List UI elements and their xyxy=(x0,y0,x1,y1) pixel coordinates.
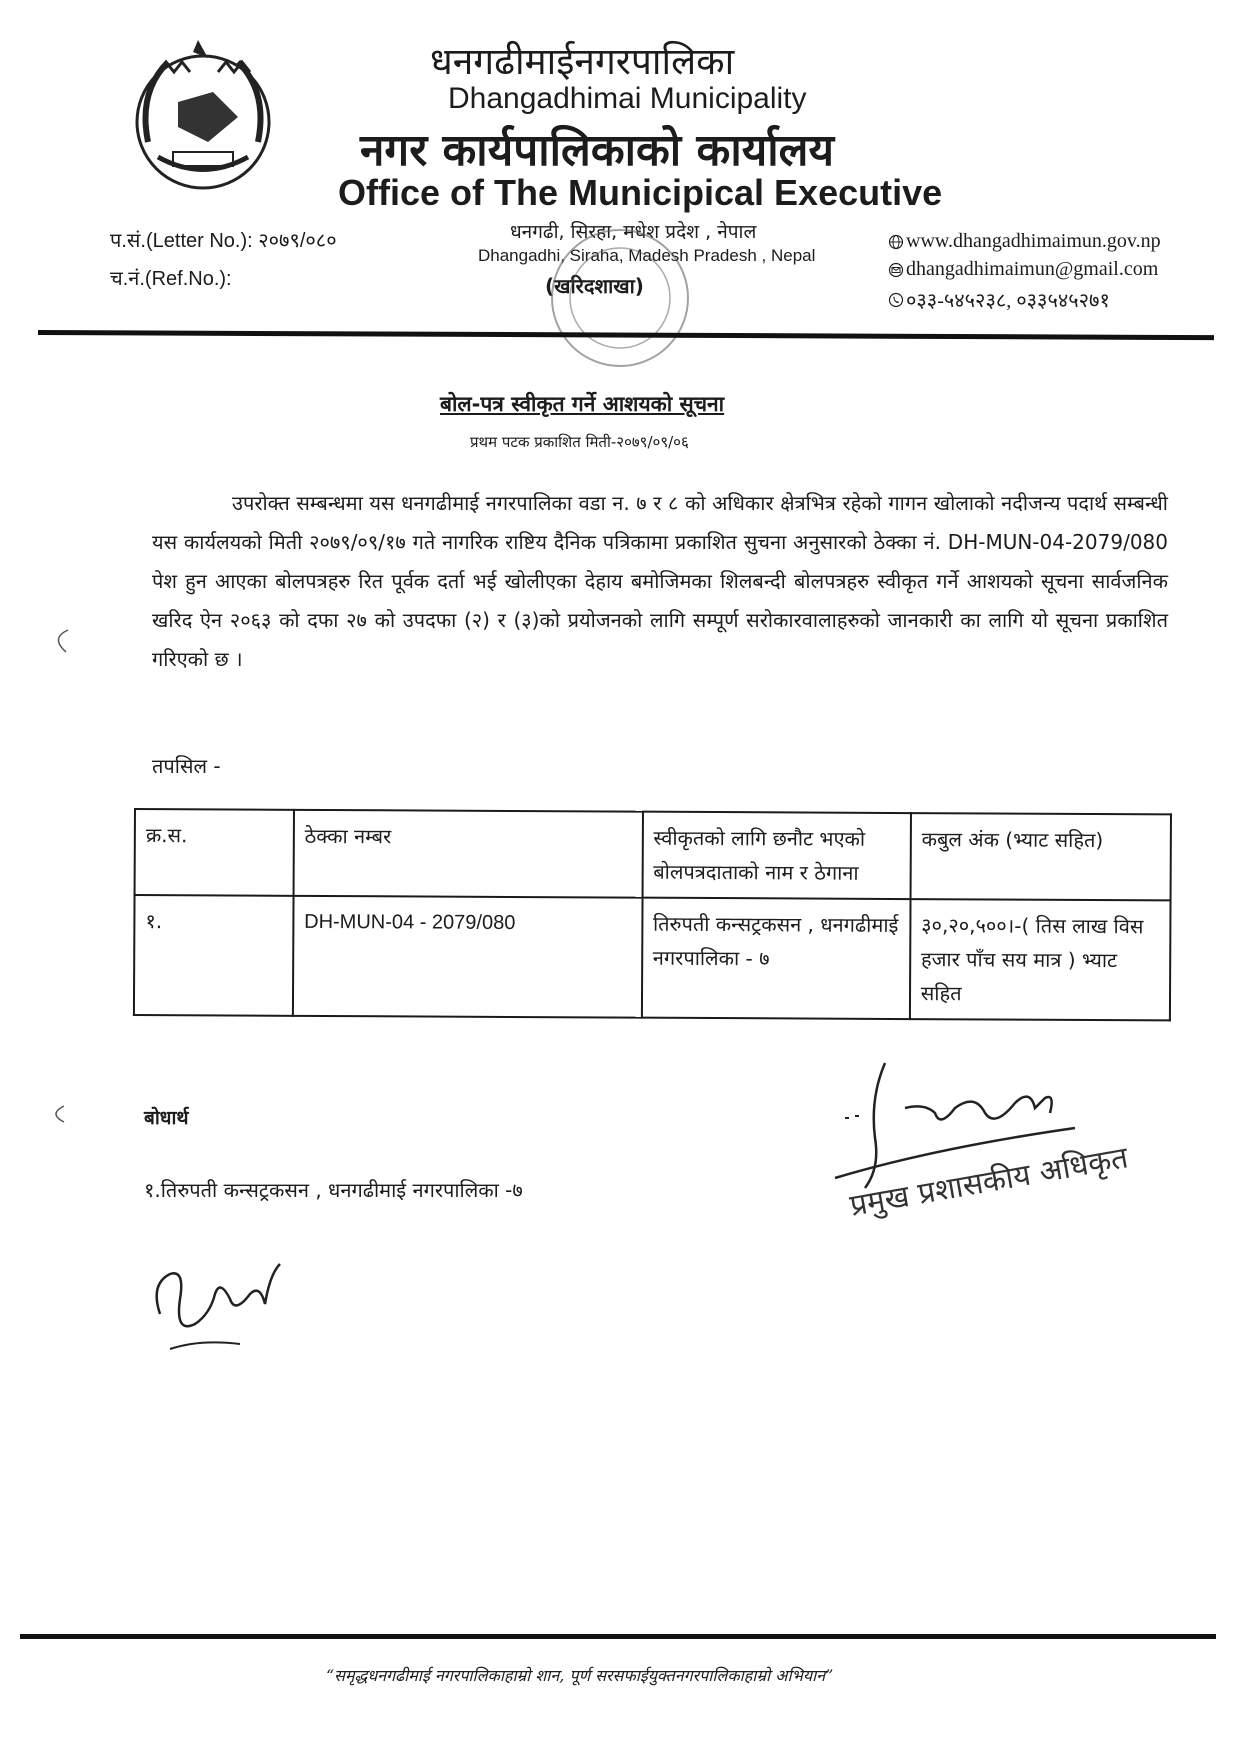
footer-slogan: “समृद्धधनगढीमाई नगरपालिकाहाम्रो शान, पूर्ण सरसफाईयुक्तनगरपालिकाहाम्रो अभियान” xyxy=(326,1666,834,1685)
table-header-row xyxy=(135,809,1171,900)
address-en: Dhangadhi, Siraha, Madesh Pradesh , Nepal xyxy=(478,246,816,265)
cell-amount: ३०,२०,५००।-( तिस लाख विस हजार पाँच सय मात्र ) भ्याट सहित xyxy=(910,899,1171,1020)
office-name-np: नगर कार्यपालिकाको कार्यालय xyxy=(360,125,834,176)
email-icon xyxy=(888,262,904,278)
published-date: प्रथम पटक प्रकाशित मिती-२०७९/०९/०६ xyxy=(470,433,689,451)
phone-text: ०३३-५४५२३८, ०३३५४५२७१ xyxy=(906,290,1110,312)
cc-item: १.तिरुपती कन्सट्रकसन , धनगढीमाई नगरपालिका -७ xyxy=(144,1178,523,1202)
phone-line xyxy=(888,286,1110,313)
cell-contract-no: DH-MUN-04 - 2079/080 xyxy=(293,896,642,1018)
officer-signature-icon xyxy=(775,1058,1195,1258)
header-contract-no: ठेक्का नम्बर xyxy=(293,810,642,898)
table-row xyxy=(134,895,1171,1020)
punch-hole-mark-icon xyxy=(44,626,74,656)
cell-sn: १. xyxy=(134,895,293,1016)
phone-icon xyxy=(888,292,904,308)
municipality-name-en: Dhangadhimai Municipality xyxy=(448,82,807,115)
bid-table xyxy=(133,808,1172,1021)
address-np: धनगढी, सिरहा, मधेश प्रदेश , नेपाल xyxy=(510,221,757,243)
header-amount: कबुल अंक (भ्याट सहित) xyxy=(910,813,1171,900)
handwritten-signature-icon xyxy=(140,1254,310,1364)
ref-number: च.नं.(Ref.No.): xyxy=(110,268,232,290)
details-label: तपसिल - xyxy=(152,754,221,778)
municipality-name-np: धनगढीमाईनगरपालिका xyxy=(430,40,735,83)
notice-body: उपरोक्त सम्बन्धमा यस धनगढीमाई नगरपालिका वडा न. ७ र ८ को अधिकार क्षेत्रभित्र रहेको गागन खोलाको नदीजन्य पदार्थ सम्बन्धी यस कार्यलयको मिती २०७९/०९/१७ गते नागरिक राष्टिय दैनिक पत्रिकामा प्रकाशित सुचना अनुसारको ठेक्का नं. DH-MUN-04-2079/080 पेश हुन आएका बोलपत्रहरु रित पूर्वक दर्ता भई खोलीएका देहाय बमोजिमका शिलबन्दी बोलपत्रहरु स्वीकृत गर्ने आशयको सूचना सार्वजनिक खरिद ऐन २०६३ को दफा २७ को उपदफा (२) र (३)को प्रयोजनको लागि सम्पूर्ण सरोकारवालाहरुको जानकारी का लागि यो सूचना प्रकाशित गरिएको छ । xyxy=(152,491,1168,671)
office-name-en: Office of The Municipical Executive xyxy=(338,172,943,213)
email-text: dhangadhimaimun@gmail.com xyxy=(906,258,1159,280)
header-bidder: स्वीकृतको लागि छनौट भएको बोलपत्रदाताको नाम र ठेगाना xyxy=(642,812,911,899)
footer-rule xyxy=(20,1634,1216,1639)
letter-number: प.सं.(Letter No.): २०७९/०८० xyxy=(110,230,337,252)
cell-bidder: तिरुपती कन्सट्रकसन , धनगढीमाई नगरपालिका - ७ xyxy=(642,898,911,1019)
branch-name: (खरिदशाखा) xyxy=(545,274,644,298)
globe-icon xyxy=(888,234,904,250)
nepal-emblem-icon xyxy=(118,32,288,202)
website-text: www.dhangadhimaimun.gov.np xyxy=(906,230,1161,252)
office-stamp-icon xyxy=(515,228,725,378)
punch-hole-mark-icon xyxy=(40,1100,70,1130)
notice-title: बोल-पत्र स्वीकृत गर्ने आशयको सूचना xyxy=(440,392,725,416)
email-line xyxy=(888,258,1158,281)
website-line xyxy=(888,230,1161,253)
cc-heading: बोधार्थ xyxy=(144,1107,189,1129)
header-sn: क्र.स. xyxy=(135,809,294,896)
signatory-title: प्रमुख प्रशासकीय अधिकृत xyxy=(847,1140,1131,1224)
